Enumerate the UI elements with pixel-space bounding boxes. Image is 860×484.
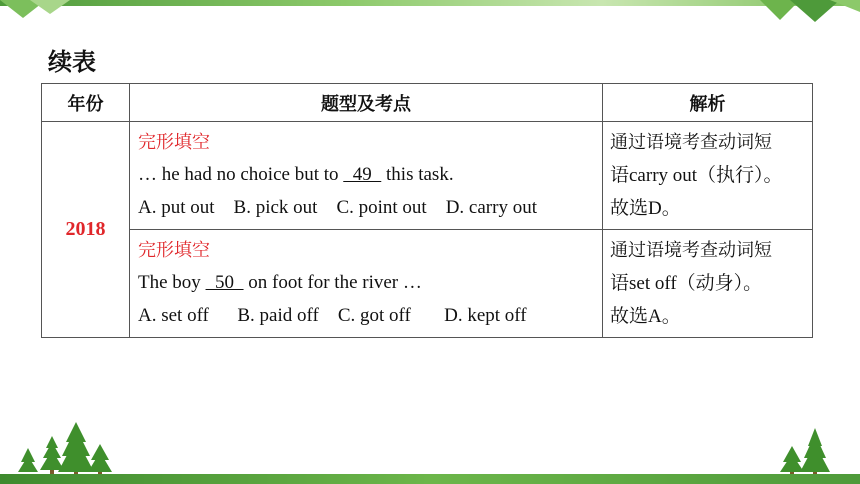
blank-number: 50 [205,272,244,293]
tree-decor [0,420,860,476]
analysis-line: 通过语境考查动词短 [610,240,772,261]
sentence-post: on foot for the river … [243,272,422,293]
bottom-decor-band [0,474,860,484]
section-title: 续表 [48,48,96,76]
header-question-type: 题型及考点 [130,84,603,122]
analysis-line: 通过语境考查动词短 [610,132,772,153]
answer-options: A. set off B. paid off C. got off D. kept off [138,305,527,326]
blank-number: 49 [343,164,382,185]
table-row [42,230,813,338]
sentence-pre: … he had no choice but to [138,164,344,185]
header-year: 年份 [42,84,130,122]
sentence-pre: The boy [138,272,206,293]
analysis-line: 语set off（动身）。 [610,273,763,294]
header-analysis: 解析 [603,84,813,122]
question-sentence [138,266,596,299]
analysis-cell [603,230,813,338]
table-header-row [42,84,813,122]
analysis-line: 语carry out（执行）。 [610,165,783,186]
sentence-post: this task. [381,164,454,185]
analysis-cell [603,122,813,230]
answer-options: A. put out B. pick out C. point out D. carry out [138,197,537,218]
year-cell: 2018 [42,122,130,338]
question-cell [130,230,603,338]
exam-table [41,83,813,338]
question-sentence [138,158,596,191]
top-triangle-decor [0,0,860,24]
question-type-label: 完形填空 [138,240,210,261]
analysis-line: 故选D。 [610,198,681,219]
question-cell [130,122,603,230]
analysis-line: 故选A。 [610,306,681,327]
table-row [42,122,813,230]
question-type-label: 完形填空 [138,132,210,153]
